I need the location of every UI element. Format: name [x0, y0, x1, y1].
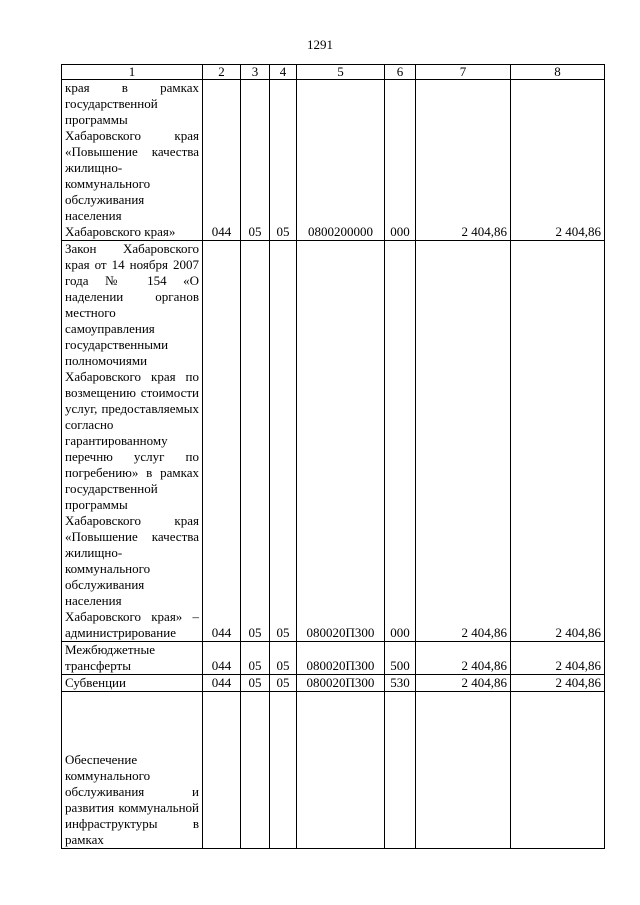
row-col-6: 000 — [385, 241, 416, 642]
header-col-4: 4 — [270, 65, 297, 80]
budget-table — [61, 64, 605, 849]
header-row — [62, 65, 605, 80]
header-col-6: 6 — [385, 65, 416, 80]
row-col-3: 05 — [241, 675, 270, 692]
row-col-2: 044 — [203, 241, 241, 642]
row-description: Обеспечение коммунального обслуживания и развития коммунальной инфраструктуры в рамках — [62, 692, 203, 849]
row-col-5: 0800200000 — [297, 80, 385, 241]
row-col-8: 2 404,86 — [511, 675, 605, 692]
header-col-5: 5 — [297, 65, 385, 80]
header-col-1: 1 — [62, 65, 203, 80]
row-col-3: 05 — [241, 80, 270, 241]
page-number: 1291 — [307, 37, 333, 52]
table-row — [62, 692, 605, 849]
row-col-8: 2 404,86 — [511, 642, 605, 675]
row-col-6 — [385, 692, 416, 849]
header-col-2: 2 — [203, 65, 241, 80]
row-col-2: 044 — [203, 80, 241, 241]
row-col-6: 000 — [385, 80, 416, 241]
row-col-8: 2 404,86 — [511, 80, 605, 241]
row-col-4 — [270, 692, 297, 849]
row-description: Закон Хабаровского края от 14 ноября 2007 года № 154 «О наделении органов местного самоуправления государственными полномочиями Хабаровского края по возмещению стоимости услуг, предоставляемых согласно гарантированному перечню услуг по погребению» в рамках государственной программы Хабаровского края «Повышение качества жилищно-коммунального обслуживания населения Хабаровского края» – администрирование — [62, 241, 203, 642]
table-row — [62, 80, 605, 241]
row-col-3: 05 — [241, 241, 270, 642]
table-row — [62, 675, 605, 692]
row-col-5: 080020П300 — [297, 675, 385, 692]
row-col-3: 05 — [241, 642, 270, 675]
header-col-7: 7 — [416, 65, 511, 80]
header-col-8: 8 — [511, 65, 605, 80]
row-description: Межбюджетные трансферты — [62, 642, 203, 675]
row-col-4: 05 — [270, 80, 297, 241]
row-col-7 — [416, 692, 511, 849]
table-body — [62, 80, 605, 849]
row-col-8 — [511, 692, 605, 849]
row-col-2: 044 — [203, 642, 241, 675]
row-col-4: 05 — [270, 241, 297, 642]
row-col-3 — [241, 692, 270, 849]
table-header — [62, 65, 605, 80]
row-col-2 — [203, 692, 241, 849]
row-col-7: 2 404,86 — [416, 80, 511, 241]
row-col-8: 2 404,86 — [511, 241, 605, 642]
row-col-7: 2 404,86 — [416, 642, 511, 675]
row-col-5 — [297, 692, 385, 849]
row-col-5: 080020П300 — [297, 241, 385, 642]
table-row — [62, 642, 605, 675]
table-row — [62, 241, 605, 642]
row-col-6: 530 — [385, 675, 416, 692]
row-description: Субвенции — [62, 675, 203, 692]
row-col-7: 2 404,86 — [416, 241, 511, 642]
row-col-4: 05 — [270, 642, 297, 675]
row-col-6: 500 — [385, 642, 416, 675]
row-col-5: 080020П300 — [297, 642, 385, 675]
row-col-7: 2 404,86 — [416, 675, 511, 692]
row-col-4: 05 — [270, 675, 297, 692]
row-col-2: 044 — [203, 675, 241, 692]
row-description: края в рамках государственной программы Хабаровского края «Повышение качества жилищно-коммунального обслуживания населения Хабаровского края» — [62, 80, 203, 241]
header-col-3: 3 — [241, 65, 270, 80]
